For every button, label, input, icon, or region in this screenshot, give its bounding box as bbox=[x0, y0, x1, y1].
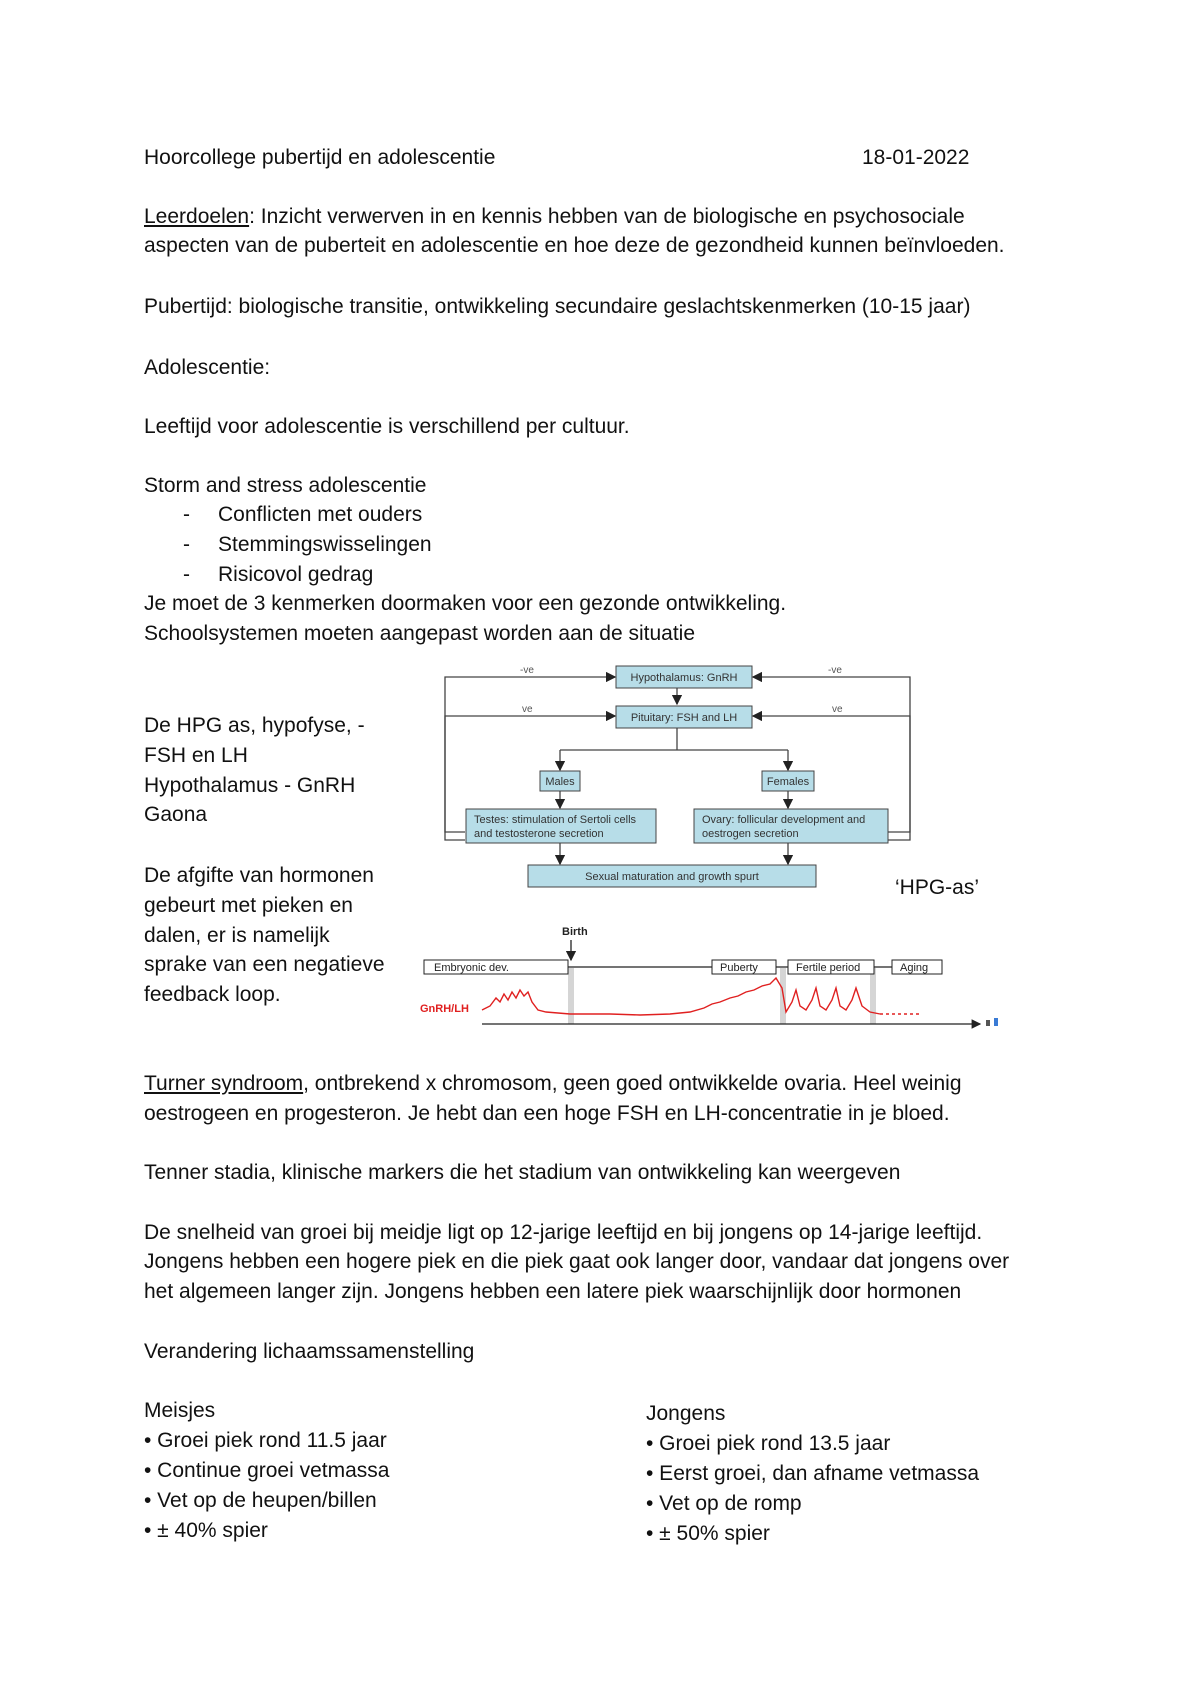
girls-title: Meisjes bbox=[144, 1399, 216, 1422]
males-box bbox=[540, 771, 580, 791]
boys-title: Jongens bbox=[646, 1402, 726, 1425]
list-dash: - bbox=[183, 563, 190, 586]
pos-feedback-label-left: ve bbox=[522, 704, 533, 715]
transition-shade bbox=[870, 968, 876, 1024]
embryonic-label: Embryonic dev. bbox=[434, 962, 509, 974]
girls-column bbox=[144, 1396, 389, 1546]
list-item: • Eerst groei, dan afname vetmassa bbox=[646, 1462, 980, 1485]
birth-label: Birth bbox=[562, 926, 588, 938]
testes-box bbox=[466, 809, 656, 843]
neg-feedback-label-right: -ve bbox=[828, 665, 842, 676]
release-text-line: De afgifte van hormonen bbox=[144, 864, 374, 887]
document-title: Hoorcollege pubertijd en adolescentie bbox=[144, 146, 496, 169]
hpg-text-line: Hypothalamus - GnRH bbox=[144, 774, 356, 797]
hpg-text-line: FSH en LH bbox=[144, 744, 248, 767]
transition-shade bbox=[568, 968, 574, 1024]
storm-note-2: Schoolsystemen moeten aangepast worden aan de situatie bbox=[144, 622, 696, 645]
hpg-caption: ‘HPG-as’ bbox=[895, 876, 980, 899]
list-item: • Vet op de romp bbox=[646, 1492, 802, 1515]
gnrh-lh-timeline bbox=[420, 918, 1020, 1030]
growth-line-2: Jongens hebben een hogere piek en die piek gaat ook langer door, vandaar dat jongens over bbox=[144, 1250, 1010, 1273]
hypothalamus-label: Hypothalamus: GnRH bbox=[630, 672, 738, 684]
turner-text-1: , ontbrekend x chromosom, geen goed ontwikkelde ovaria. Heel weinig bbox=[303, 1072, 962, 1095]
pos-feedback-label-right: ve bbox=[832, 704, 843, 715]
hypothalamus-box bbox=[616, 666, 752, 688]
ovary-label-2: oestrogen secretion bbox=[702, 828, 799, 840]
ovary-label-1: Ovary: follicular development and bbox=[702, 814, 866, 826]
growth-line-1: De snelheid van groei bij meidje ligt op 12-jarige leeftijd en bij jongens op 14-jarige leeftijd. bbox=[144, 1221, 983, 1244]
document-date: 18-01-2022 bbox=[862, 146, 970, 169]
aging-label: Aging bbox=[900, 962, 929, 974]
storm-stress-title: Storm and stress adolescentie bbox=[144, 474, 427, 497]
release-text-line: gebeurt met pieken en bbox=[144, 894, 353, 917]
hpg-text-line: Gaona bbox=[144, 803, 208, 826]
puberty-definition: Pubertijd: biologische transitie, ontwikkeling secundaire geslachtskenmerken (10-15 jaar) bbox=[144, 295, 971, 318]
turner-text-2: oestrogeen en progesteron. Je hebt dan een hoge FSH en LH-concentratie in je bloed. bbox=[144, 1102, 950, 1125]
growth-line-3: het algemeen langer zijn. Jongens hebben een latere piek waarschijnlijk door hormonen bbox=[144, 1280, 962, 1303]
list-item: • Groei piek rond 11.5 jaar bbox=[144, 1429, 387, 1452]
pituitary-label: Pituitary: FSH and LH bbox=[630, 712, 738, 724]
gnrh-curve bbox=[482, 978, 880, 1015]
hpg-axis-diagram bbox=[440, 660, 940, 900]
list-dash: - bbox=[183, 533, 190, 556]
list-item: Risicovol gedrag bbox=[218, 563, 374, 586]
learning-goals-text-1: : Inzicht verwerven in en kennis hebben van de biologische en psychosociale bbox=[249, 205, 965, 228]
release-text-line: sprake van een negatieve bbox=[144, 953, 385, 976]
neg-feedback-label-left: -ve bbox=[520, 665, 534, 676]
learning-goals-label: Leerdoelen bbox=[144, 205, 250, 228]
hpg-text-line: De HPG as, hypofyse, - bbox=[144, 714, 365, 737]
testes-label-1: Testes: stimulation of Sertoli cells bbox=[474, 814, 637, 826]
list-item: Stemmingswisselingen bbox=[218, 533, 432, 556]
sexual-maturation-box bbox=[528, 865, 816, 887]
list-dash: - bbox=[183, 503, 190, 526]
learning-goals-text-2: aspecten van de puberteit en adolescentie en hoe deze de gezondheid kunnen beïnvloeden. bbox=[144, 234, 1005, 257]
sexual-maturation-label: Sexual maturation and growth spurt bbox=[585, 871, 759, 883]
adolescence-label: Adolescentie: bbox=[144, 356, 271, 379]
release-text-line: feedback loop. bbox=[144, 983, 281, 1006]
age-culture-line: Leeftijd voor adolescentie is verschillend per cultuur. bbox=[144, 415, 630, 438]
tenner-line: Tenner stadia, klinische markers die het stadium van ontwikkeling kan weergeven bbox=[144, 1161, 901, 1184]
storm-note-1: Je moet de 3 kenmerken doormaken voor een gezonde ontwikkeling. bbox=[144, 592, 787, 615]
list-item: • ± 50% spier bbox=[646, 1522, 770, 1545]
females-label: Females bbox=[766, 776, 810, 788]
testes-label-2: and testosterone secretion bbox=[474, 828, 604, 840]
males-label: Males bbox=[545, 776, 575, 788]
list-item: • Continue groei vetmassa bbox=[144, 1459, 390, 1482]
list-item: • Vet op de heupen/billen bbox=[144, 1489, 377, 1512]
list-item: Conflicten met ouders bbox=[218, 503, 423, 526]
gnrh-lh-label: GnRH/LH bbox=[420, 1003, 469, 1015]
release-text-line: dalen, er is namelijk bbox=[144, 924, 330, 947]
females-box bbox=[762, 771, 814, 791]
ovary-box bbox=[694, 809, 888, 843]
turner-line-1 bbox=[144, 1070, 962, 1098]
puberty-label: Puberty bbox=[720, 962, 758, 974]
list-item: • ± 40% spier bbox=[144, 1519, 268, 1542]
fertile-label: Fertile period bbox=[796, 962, 861, 974]
body-composition-title: Verandering lichaamssamenstelling bbox=[144, 1340, 475, 1363]
boys-column bbox=[646, 1399, 979, 1549]
list-item: • Groei piek rond 13.5 jaar bbox=[646, 1432, 891, 1455]
pituitary-box bbox=[616, 706, 752, 728]
turner-label: Turner syndroom bbox=[144, 1072, 304, 1095]
learning-goals bbox=[144, 203, 965, 231]
